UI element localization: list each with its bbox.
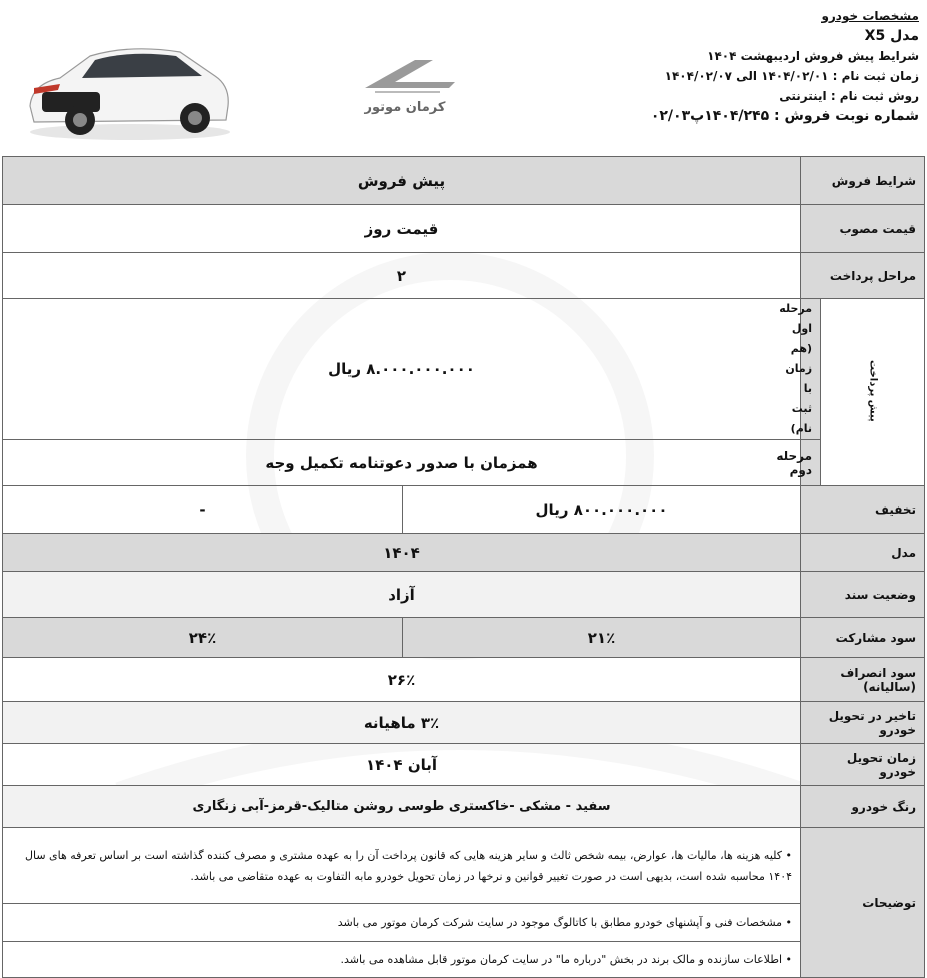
row-first-stage xyxy=(3,299,925,440)
row-participation-profit xyxy=(3,618,925,658)
value-model: ۱۴۰۴ xyxy=(3,534,801,572)
value-second-stage: همزمان با صدور دعوتنامه تکمیل وجه xyxy=(3,440,801,486)
label-model: مدل xyxy=(801,534,925,572)
value-approved-price: قیمت روز xyxy=(3,205,801,253)
header-block xyxy=(619,6,919,126)
label-discount: تخفیف xyxy=(801,486,925,534)
value-document-status: آزاد xyxy=(3,572,801,618)
row-second-stage xyxy=(3,440,925,486)
label-delivery-time: زمان تحویل خودرو xyxy=(801,744,925,786)
kerman-motor-logo-mark xyxy=(345,52,465,100)
label-car-color: رنگ خودرو xyxy=(801,786,925,828)
row-discount xyxy=(3,486,925,534)
header-title: مشخصات خودرو xyxy=(821,9,919,23)
model-line: مدل X5 xyxy=(864,28,919,44)
label-notes: توضیحات xyxy=(801,828,925,978)
value-discount-2: - xyxy=(3,486,403,534)
row-delivery-delay xyxy=(3,702,925,744)
value-participation-profit-2: ۲۴٪ xyxy=(3,618,403,658)
value-sale-conditions: پیش فروش xyxy=(3,157,801,205)
row-cancellation-profit xyxy=(3,658,925,702)
row-document-status xyxy=(3,572,925,618)
row-notes-3 xyxy=(3,942,925,978)
value-delivery-delay: ۳٪ ماهیانه xyxy=(3,702,801,744)
registration-time: زمان ثبت نام : ۱۴۰۴/۰۲/۰۱ الی ۱۴۰۴/۰۲/۰۷ xyxy=(664,69,919,83)
row-model xyxy=(3,534,925,572)
value-car-color: سفید - مشکی -خاکستری طوسی روشن متالیک-قرمز-آبی زنگاری xyxy=(3,786,801,828)
label-cancellation-profit: سود انصراف (سالیانه) xyxy=(801,658,925,702)
note-item: • اطلاعات سازنده و مالک برند در بخش "درباره ما" در سایت کرمان موتور قابل مشاهده می باشد. xyxy=(3,942,801,978)
label-first-stage: مرحله اول (هم زمان با ثبت نام) xyxy=(801,299,821,440)
label-sale-conditions: شرایط فروش xyxy=(801,157,925,205)
note-item: • مشخصات فنی و آپشنهای خودرو مطابق با کاتالوگ موجود در سایت شرکت کرمان موتور می باشد xyxy=(3,904,801,942)
label-second-stage: مرحله دوم xyxy=(801,440,821,486)
car-image xyxy=(20,36,235,142)
value-delivery-time: آبان ۱۴۰۴ xyxy=(3,744,801,786)
row-approved-price xyxy=(3,205,925,253)
label-participation-profit: سود مشارکت xyxy=(801,618,925,658)
spec-table xyxy=(2,156,925,978)
sale-terms: شرایط پیش فروش اردیبهشت ۱۴۰۴ xyxy=(707,49,919,63)
prepayment-side-label: پیش پرداخت xyxy=(821,299,925,486)
value-first-stage: ۸.۰۰۰.۰۰۰.۰۰۰ ریال xyxy=(3,299,801,440)
row-notes-2 xyxy=(3,904,925,942)
logo-text: کرمان موتور xyxy=(364,100,446,115)
label-payment-stages: مراحل پرداخت xyxy=(801,253,925,299)
value-cancellation-profit: ۲۶٪ xyxy=(3,658,801,702)
row-delivery-time xyxy=(3,744,925,786)
row-car-color xyxy=(3,786,925,828)
row-sale-conditions xyxy=(3,157,925,205)
label-delivery-delay: تاخیر در تحویل خودرو xyxy=(801,702,925,744)
value-discount-1: ۸۰۰.۰۰۰.۰۰۰ ریال xyxy=(403,486,801,534)
kerman-motor-logo xyxy=(345,52,465,122)
row-payment-stages xyxy=(3,253,925,299)
value-payment-stages: ۲ xyxy=(3,253,801,299)
label-document-status: وضعیت سند xyxy=(801,572,925,618)
registration-method: روش ثبت نام : اینترنتی xyxy=(779,89,919,103)
row-notes-1 xyxy=(3,828,925,904)
note-item: • کلیه هزینه ها، مالیات ها، عوارض، بیمه شخص ثالث و سایر هزینه هایی که قانون پرداخت آن را به عهده مشتری و مصرف کننده گذاشته است بر اساس تعرفه های سال ۱۴۰۴ محاسبه شده است، بدیهی است در صورت تغییر قوانین و نرخها در زمان تحویل خودرو مابه التفاوت به عهده متقاضی می باشد. xyxy=(3,828,801,904)
sale-number: شماره نوبت فروش : ۱۴۰۴/۲۴۵پ۰۲/۰۳ xyxy=(650,108,919,124)
value-participation-profit-1: ۲۱٪ xyxy=(403,618,801,658)
label-approved-price: قیمت مصوب xyxy=(801,205,925,253)
